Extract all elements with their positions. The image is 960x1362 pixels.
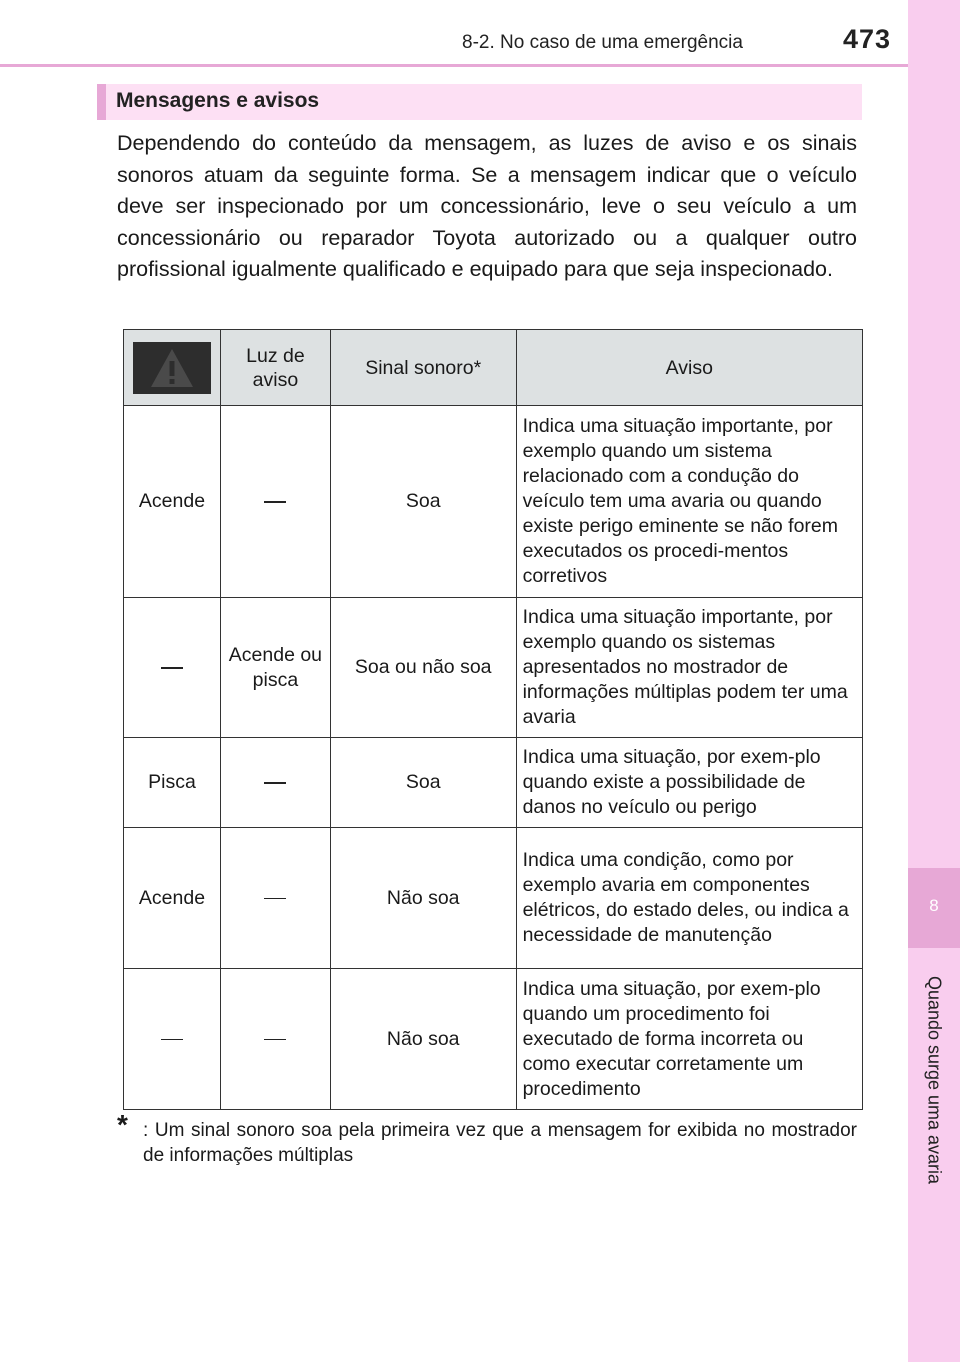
header-buzzer: Sinal sonoro*: [330, 330, 516, 406]
cell-buzzer: Não soa: [330, 828, 516, 969]
cell-light: [220, 406, 330, 598]
footnote: [117, 1109, 857, 1168]
intro-paragraph: Dependendo do conteúdo da mensagem, as luzes de aviso e os sinais sonoros atuam da seguinte forma. Se a mensagem indicar que o veículo deve ser inspecionado por um concessionário, leve o seu veículo a um concessionário ou reparador Toyota autorizado ou a qualquer outro profissional igualmente qualificado e equipado para que seja inspecionado.: [117, 131, 857, 282]
header-display-icon-cell: [124, 330, 221, 406]
chapter-number: 8: [908, 868, 960, 948]
cell-description: Indica uma condição, como por exemplo avaria em componentes elétricos, do estado deles, ou indica a necessidade de manutenção: [516, 828, 862, 969]
dash-icon: [161, 1039, 183, 1041]
dash-icon: [161, 667, 183, 669]
cell-buzzer: Soa ou não soa: [330, 598, 516, 738]
header-warning: Aviso: [516, 330, 862, 406]
cell-description: Indica uma situação importante, por exemplo quando os sistemas apresentados no mostrador de informações múltiplas podem ter uma avaria: [516, 598, 862, 738]
section-title: Mensagens e avisos: [116, 89, 320, 112]
warning-triangle-icon: [133, 342, 211, 394]
dash-icon: [264, 898, 286, 900]
cell-description: Indica uma situação, por exem-plo quando um procedimento foi executado de forma incorreta ou como executar corretamente um procedimento: [516, 969, 862, 1110]
table-row: [124, 828, 863, 969]
cell-display: [124, 598, 221, 738]
cell-buzzer: Soa: [330, 738, 516, 828]
chapter-title: Quando surge uma avaria: [924, 975, 945, 1185]
cell-display: Acende: [124, 828, 221, 969]
footnote-marker: *: [117, 1109, 128, 1140]
warning-table: [123, 329, 863, 1110]
page-number: 473: [843, 24, 892, 54]
dash-icon: [264, 782, 286, 784]
footnote-text: : Um sinal sonoro soa pela primeira vez que a mensagem for exibida no mostrador de informações múltiplas: [143, 1120, 857, 1166]
header-warning-light: Luz de aviso: [220, 330, 330, 406]
cell-light: [220, 969, 330, 1110]
header-divider: [0, 64, 908, 67]
table-row: [124, 969, 863, 1110]
cell-display: Pisca: [124, 738, 221, 828]
table-row: [124, 406, 863, 598]
dash-icon: [264, 1039, 286, 1041]
dash-icon: [264, 501, 286, 503]
cell-display: Acende: [124, 406, 221, 598]
cell-description: Indica uma situação importante, por exemplo quando um sistema relacionado com a condução do veículo tem uma avaria ou quando existe perigo eminente se não forem executados os procedi-mentos corretivos: [516, 406, 862, 598]
cell-light: Acende ou pisca: [220, 598, 330, 738]
cell-buzzer: Soa: [330, 406, 516, 598]
header-section-title: 8-2. No caso de uma emergência: [462, 32, 743, 53]
cell-buzzer: Não soa: [330, 969, 516, 1110]
table-row: [124, 738, 863, 828]
cell-description: Indica uma situação, por exem-plo quando existe a possibilidade de danos no veículo ou perigo: [516, 738, 862, 828]
table-row: [124, 598, 863, 738]
cell-light: [220, 828, 330, 969]
cell-light: [220, 738, 330, 828]
table-header-row: [124, 330, 863, 406]
cell-display: [124, 969, 221, 1110]
